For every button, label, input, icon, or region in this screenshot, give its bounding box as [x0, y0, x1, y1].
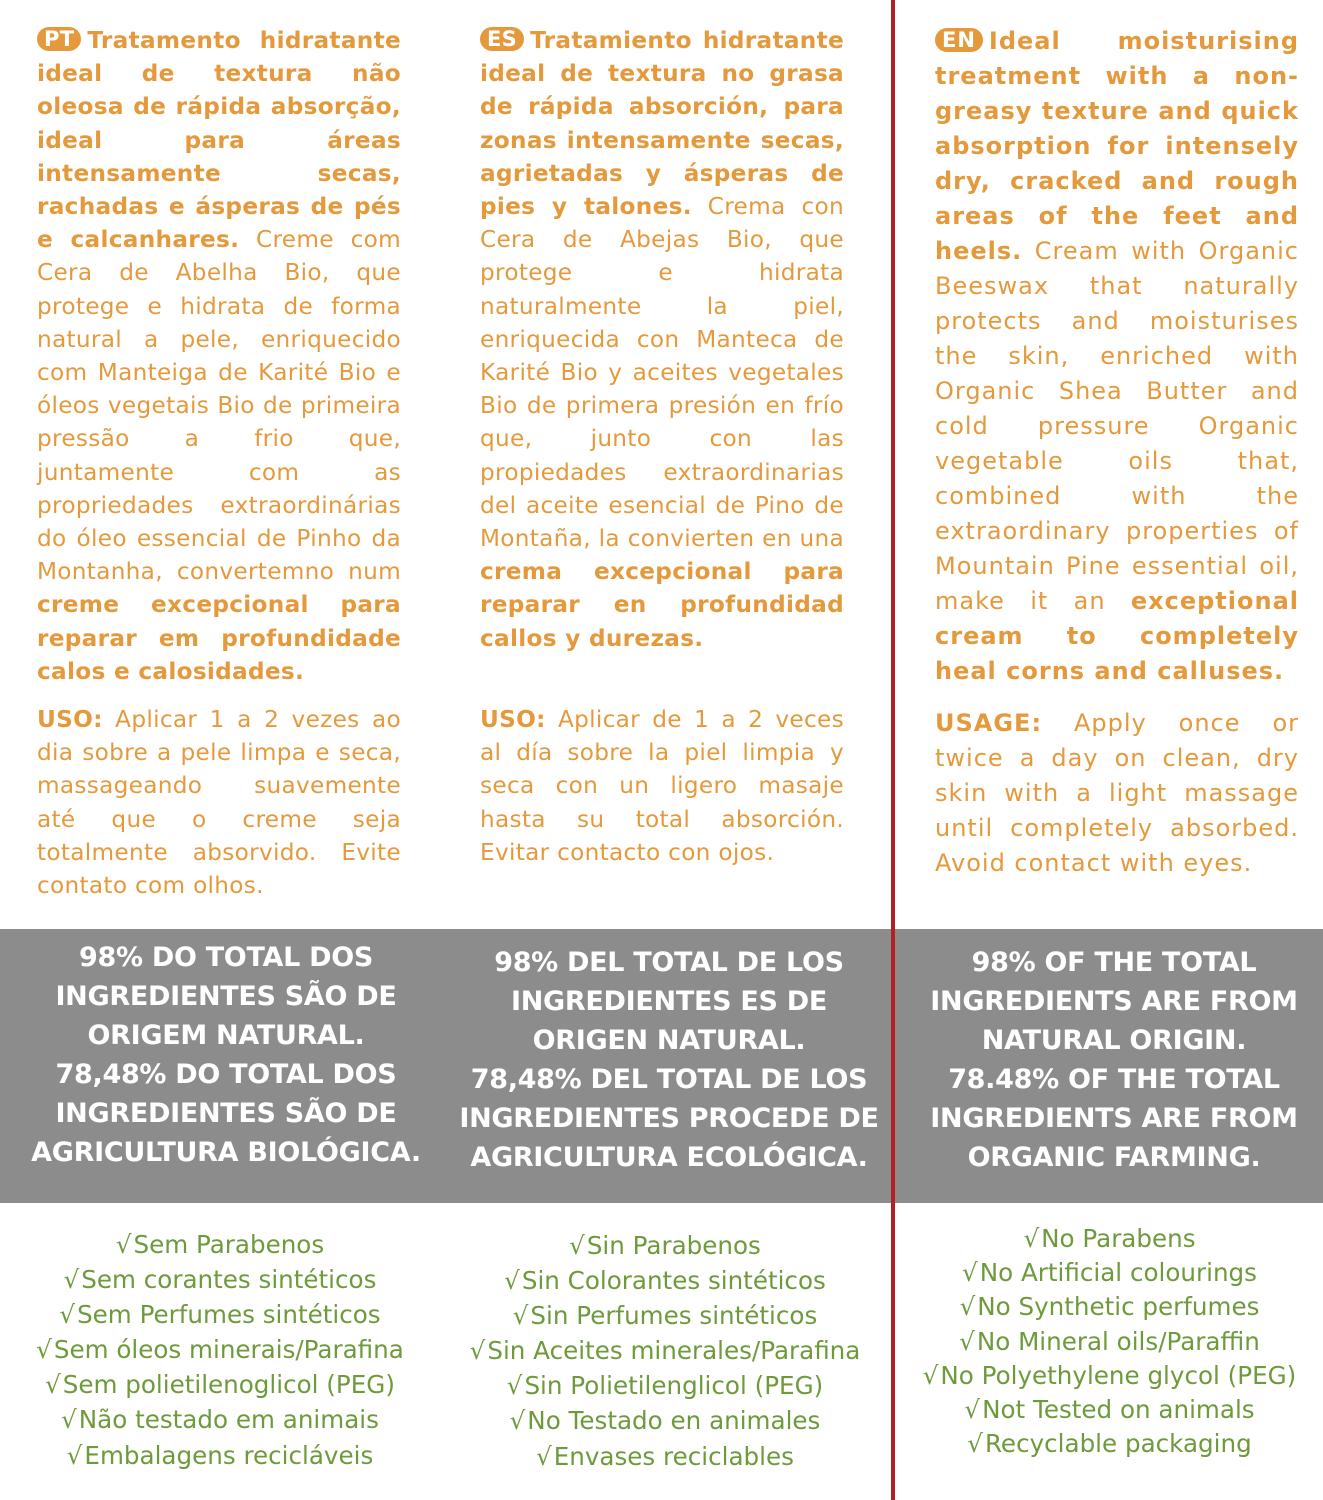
- check-icon: √: [45, 1370, 61, 1400]
- language-badge-es: ES: [480, 27, 524, 51]
- description-text: Crema con Cera de Abejas Bio, que protege e hidrata naturalmente la piel, enriquecida con Manteca de Karité Bio y aceites vegetales Bio de primera presión en frío que, junto con las propiedades extraordinarias del aceite esencial de Pino de Montaña, la convierten en una: [480, 193, 844, 553]
- check-icon: √: [959, 1326, 975, 1356]
- check-icon: √: [504, 1266, 520, 1296]
- description-bold: Tratamiento hidratante ideal de textura no grasa de rápida absorción, para zonas intensamente secas, agrietadas y ásperas de pies y talones.: [480, 27, 844, 221]
- usage-text: Aplicar de 1 a 2 veces al día sobre la piel limpia y seca con un ligero masaje hasta su total absorción. Evitar contacto con ojos.: [480, 706, 844, 866]
- claim-text: Recyclable packaging: [984, 1429, 1252, 1459]
- check-icon: √: [512, 1301, 529, 1331]
- check-icon: √: [36, 1335, 52, 1365]
- description-bold: Tratamento hidratante ideal de textura não oleosa de rápida absorção, ideal para áreas intensamente secas, rachadas e ásperas de pés e calcanhares.: [37, 27, 401, 254]
- claim-item: [444, 1228, 886, 1263]
- stats-line: ORIGEM NATURAL.: [87, 1020, 365, 1051]
- stats-line: ORIGEN NATURAL.: [532, 1025, 806, 1056]
- claim-text: Sin Colorantes sintéticos: [521, 1266, 826, 1296]
- stats-line: 98% DO TOTAL DOS: [79, 942, 373, 973]
- check-icon: √: [967, 1429, 983, 1459]
- description-bold-end: creme excepcional para reparar em profundidade calos e calosidades.: [37, 591, 401, 685]
- usage-label: USAGE:: [935, 709, 1043, 737]
- claim-item: [896, 1359, 1323, 1393]
- claim-item: [896, 1256, 1323, 1290]
- check-icon: √: [962, 1258, 978, 1288]
- usage-text: Apply once or twice a day on clean, dry skin with a light massage until completely absorbed. Avoid contact with eyes.: [935, 709, 1299, 877]
- stats-line: ORGANIC FARMING.: [967, 1142, 1261, 1173]
- claim-item: [0, 1367, 440, 1402]
- claim-text: Sem Perfumes sintéticos: [77, 1300, 381, 1330]
- claim-text: Não testado em animais: [78, 1405, 379, 1435]
- claim-text: No Testado en animales: [527, 1406, 821, 1436]
- claims-en: [896, 1222, 1323, 1461]
- usage-text: Aplicar 1 a 2 vezes ao dia sobre a pele limpa e seca, massageando suavemente até que o creme seja totalmente absorvido. Evite contato com olhos.: [37, 706, 401, 900]
- stats-pt: [16, 938, 436, 1172]
- description-pt: [37, 24, 401, 688]
- description-bold-end: exceptional cream to completely heal corns and calluses.: [935, 587, 1299, 685]
- stats-line: 98% DEL TOTAL DE LOS: [494, 947, 844, 978]
- claim-text: Sin Polietilenglicol (PEG): [524, 1371, 824, 1401]
- claim-item: [0, 1402, 440, 1437]
- claim-text: No Mineral oils/Paraffin: [976, 1326, 1260, 1356]
- stats-line: 78,48% DEL TOTAL DE LOS: [470, 1064, 868, 1095]
- column-divider: [891, 0, 895, 1500]
- check-icon: √: [1023, 1224, 1040, 1253]
- check-icon: √: [959, 1292, 976, 1322]
- check-icon: √: [66, 1440, 83, 1470]
- claim-item: [0, 1332, 440, 1367]
- claim-text: No Parabens: [1041, 1224, 1196, 1253]
- claim-item: [896, 1325, 1323, 1359]
- claim-text: Sin Perfumes sintéticos: [530, 1301, 818, 1331]
- check-icon: √: [964, 1395, 981, 1425]
- claim-item: [896, 1393, 1323, 1427]
- check-icon: √: [536, 1441, 552, 1471]
- stats-line: INGREDIENTS ARE FROM: [930, 986, 1298, 1017]
- claims-pt: [0, 1227, 440, 1473]
- claim-text: Sem Parabenos: [133, 1230, 325, 1259]
- claim-text: Sem polietilenoglicol (PEG): [62, 1370, 395, 1400]
- usage-en: [935, 706, 1299, 881]
- claim-item: [444, 1439, 886, 1474]
- claim-item: [444, 1403, 886, 1438]
- stats-line: AGRICULTURA ECOLÓGICA.: [470, 1142, 868, 1173]
- description-es: [480, 24, 844, 655]
- claim-item: [444, 1298, 886, 1333]
- check-icon: √: [59, 1300, 76, 1330]
- description-text: Creme com Cera de Abelha Bio, que protege e hidrata de forma natural a pele, enriquecido com Manteiga de Karité Bio e óleos vegetais Bio de primeira pressão a frio que, juntamente com as propriedades extraordinárias do óleo essencial de Pinho da Montanha, convertemno num: [37, 226, 401, 586]
- check-icon: √: [115, 1230, 132, 1259]
- check-icon: √: [922, 1360, 939, 1390]
- usage-es: [480, 703, 844, 869]
- check-icon: √: [63, 1265, 80, 1295]
- check-icon: √: [569, 1231, 585, 1260]
- description-bold: Ideal moisturising treatment with a non-greasy texture and quick absorption for intensely dry, cracked and rough areas of the feet and heels.: [935, 27, 1299, 265]
- stats-line: 78,48% DO TOTAL DOS: [55, 1059, 397, 1090]
- stats-line: 78.48% OF THE TOTAL: [948, 1064, 1280, 1095]
- stats-line: INGREDIENTES SÃO DE: [55, 1098, 397, 1129]
- language-badge-pt: PT: [37, 27, 81, 51]
- stats-line: INGREDIENTES PROCEDE DE: [459, 1103, 879, 1134]
- usage-label: USO:: [480, 706, 546, 733]
- claim-text: No Synthetic perfumes: [977, 1292, 1260, 1322]
- stats-en: [904, 943, 1323, 1177]
- stats-line: AGRICULTURA BIOLÓGICA.: [31, 1137, 421, 1168]
- claim-text: Sin Aceites minerales/Parafina: [487, 1336, 861, 1366]
- claim-item: [0, 1297, 440, 1332]
- claim-item: [0, 1438, 440, 1473]
- claim-text: No Artificial colourings: [979, 1258, 1257, 1288]
- claim-item: [896, 1290, 1323, 1324]
- stats-line: INGREDIENTES ES DE: [511, 986, 827, 1017]
- description-en: [935, 24, 1299, 689]
- claims-es: [444, 1228, 886, 1474]
- check-icon: √: [469, 1336, 486, 1366]
- claim-item: [896, 1222, 1323, 1256]
- check-icon: √: [509, 1406, 526, 1436]
- description-text: Cream with Organic Beeswax that naturally protects and moisturises the skin, enriched with Organic Shea Butter and cold pressure Organic vegetable oils that, combined with the extraordinary properties of Mountain Pine essential oil, make it an: [935, 237, 1299, 615]
- usage-pt: [37, 703, 401, 902]
- claim-item: [896, 1427, 1323, 1461]
- claim-text: Sem óleos minerais/Parafina: [53, 1335, 404, 1365]
- check-icon: √: [506, 1371, 523, 1401]
- stats-line: INGREDIENTS ARE FROM: [930, 1103, 1298, 1134]
- language-badge-en: EN: [935, 28, 983, 52]
- description-bold-end: crema excepcional para reparar en profundidad callos y durezas.: [480, 558, 844, 652]
- check-icon: √: [61, 1405, 77, 1435]
- claim-text: Embalagens recicláveis: [84, 1440, 374, 1470]
- claim-text: Sin Parabenos: [586, 1231, 761, 1260]
- claim-text: No Polyethylene glycol (PEG): [940, 1360, 1297, 1390]
- claim-text: Sem corantes sintéticos: [81, 1265, 377, 1295]
- claim-item: [0, 1262, 440, 1297]
- claim-item: [444, 1263, 886, 1298]
- stats-es: [450, 943, 888, 1177]
- claim-text: Envases reciclables: [553, 1441, 794, 1471]
- stats-line: 98% OF THE TOTAL: [971, 947, 1257, 978]
- stats-line: INGREDIENTES SÃO DE: [55, 981, 397, 1012]
- stats-line: NATURAL ORIGIN.: [981, 1025, 1247, 1056]
- claim-item: [0, 1227, 440, 1262]
- claim-item: [444, 1368, 886, 1403]
- claim-item: [444, 1333, 886, 1368]
- claim-text: Not Tested on animals: [982, 1395, 1255, 1425]
- usage-label: USO:: [37, 706, 103, 733]
